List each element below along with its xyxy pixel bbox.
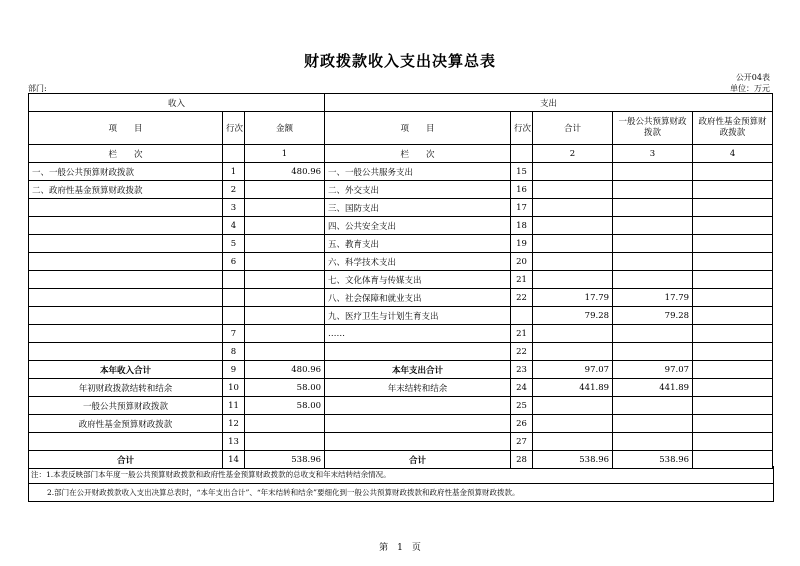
expense-fund-cell — [693, 235, 773, 253]
expense-total-cell — [533, 433, 613, 451]
expense-fund-cell — [693, 199, 773, 217]
expense-fund-cell — [693, 343, 773, 361]
expense-item-cell: 五、教育支出 — [325, 235, 511, 253]
expense-item-cell: 四、公共安全支出 — [325, 217, 511, 235]
expense-total-cell — [533, 343, 613, 361]
expense-row-no-cell: 27 — [511, 433, 533, 451]
budget-summary-table — [28, 93, 773, 469]
expense-total-cell — [533, 181, 613, 199]
expense-total-cell: 441.89 — [533, 379, 613, 397]
expense-general-cell — [613, 217, 693, 235]
general-budget-header: 一般公共预算财政拨款 — [613, 112, 693, 145]
expense-general-cell — [613, 415, 693, 433]
expense-fund-cell — [693, 163, 773, 181]
expense-item-cell: 二、外交支出 — [325, 181, 511, 199]
expense-general-cell: 79.28 — [613, 307, 693, 325]
expense-item-cell: 一、一般公共服务支出 — [325, 163, 511, 181]
income-row-no-cell: 3 — [223, 199, 245, 217]
expense-general-cell — [613, 343, 693, 361]
expense-total-cell — [533, 253, 613, 271]
expense-fund-cell — [693, 217, 773, 235]
expense-item-cell — [325, 343, 511, 361]
expense-total-header: 合计 — [533, 112, 613, 145]
table-title: 财政拨款收入支出决算总表 — [303, 52, 496, 70]
table-row — [29, 307, 773, 325]
expense-row-no-cell: 22 — [511, 289, 533, 307]
expense-fund-cell — [693, 397, 773, 415]
expense-total-cell — [533, 397, 613, 415]
income-row-no-cell: 7 — [223, 325, 245, 343]
expense-general-cell — [613, 433, 693, 451]
income-row-no-cell: 6 — [223, 253, 245, 271]
income-amount-cell: 480.96 — [245, 163, 325, 181]
expense-general-cell — [613, 199, 693, 217]
income-column-no: 1 — [245, 145, 325, 163]
expense-total-cell — [533, 415, 613, 433]
income-amount-cell — [245, 181, 325, 199]
expense-row-no-cell: 21 — [511, 325, 533, 343]
expense-item-cell — [325, 397, 511, 415]
expense-total-cell — [533, 199, 613, 217]
expense-item-cell — [325, 433, 511, 451]
table-row — [29, 199, 773, 217]
expense-general-cell: 97.07 — [613, 361, 693, 379]
expense-item-cell: 七、文化体育与传媒支出 — [325, 271, 511, 289]
expense-item-header: 项 目 — [325, 112, 511, 145]
income-item-cell — [29, 253, 223, 271]
expense-general-cell — [613, 253, 693, 271]
expense-fund-cell — [693, 379, 773, 397]
expense-row-no-cell: 25 — [511, 397, 533, 415]
expense-general-cell — [613, 163, 693, 181]
expense-item-cell: 合计 — [325, 451, 511, 469]
table-row — [29, 325, 773, 343]
expense-general-cell — [613, 325, 693, 343]
expense-column-no-total: 2 — [533, 145, 613, 163]
income-amount-cell — [245, 271, 325, 289]
table-row — [29, 289, 773, 307]
income-amount-cell: 58.00 — [245, 379, 325, 397]
income-row-no-cell: 5 — [223, 235, 245, 253]
income-row-no-cell — [223, 271, 245, 289]
income-row-no-cell: 13 — [223, 433, 245, 451]
income-row-no-cell: 12 — [223, 415, 245, 433]
income-item-cell: 政府性基金预算财政拨款 — [29, 415, 223, 433]
expense-item-cell: 八、社会保障和就业支出 — [325, 289, 511, 307]
expense-row-no-cell: 28 — [511, 451, 533, 469]
income-row-no-cell: 4 — [223, 217, 245, 235]
income-amount-cell — [245, 253, 325, 271]
expense-item-cell: 三、国防支出 — [325, 199, 511, 217]
income-item-cell: 合计 — [29, 451, 223, 469]
table-row — [29, 415, 773, 433]
note-2: 2.部门在公开财政拨款收入支出决算总表时，“本年支出合计”、“年末结转和结余”要细化到一般公共预算财政拨款和政府性基金预算财政拨款。 — [29, 483, 773, 501]
expense-item-cell: 本年支出合计 — [325, 361, 511, 379]
income-section-header: 收入 — [29, 94, 325, 112]
income-amount-header: 金额 — [245, 112, 325, 145]
income-item-cell — [29, 343, 223, 361]
expense-column-label: 栏 次 — [325, 145, 511, 163]
expense-fund-cell — [693, 271, 773, 289]
income-item-cell: 二、政府性基金预算财政拨款 — [29, 181, 223, 199]
expense-general-cell: 538.96 — [613, 451, 693, 469]
expense-fund-cell — [693, 307, 773, 325]
income-item-cell — [29, 235, 223, 253]
table-row — [29, 379, 773, 397]
income-row-no-header: 行次 — [223, 112, 245, 145]
expense-general-cell — [613, 235, 693, 253]
table-row — [29, 253, 773, 271]
gov-fund-header: 政府性基金预算财政拨款 — [693, 112, 773, 145]
income-row-no-cell — [223, 289, 245, 307]
expense-row-no-cell: 24 — [511, 379, 533, 397]
expense-total-cell: 538.96 — [533, 451, 613, 469]
expense-section-header: 支出 — [325, 94, 773, 112]
expense-total-cell: 97.07 — [533, 361, 613, 379]
expense-fund-cell — [693, 415, 773, 433]
income-item-cell — [29, 307, 223, 325]
income-column-rowno — [223, 145, 245, 163]
income-item-cell — [29, 325, 223, 343]
income-amount-cell — [245, 307, 325, 325]
expense-general-cell: 441.89 — [613, 379, 693, 397]
expense-row-no-cell: 26 — [511, 415, 533, 433]
income-row-no-cell: 11 — [223, 397, 245, 415]
income-amount-cell — [245, 343, 325, 361]
page-number: 第 1 页 — [379, 543, 421, 553]
table-row — [29, 235, 773, 253]
expense-general-cell: 17.79 — [613, 289, 693, 307]
income-amount-cell: 58.00 — [245, 397, 325, 415]
income-column-label: 栏 次 — [29, 145, 223, 163]
expense-item-cell: 九、医疗卫生与计划生育支出 — [325, 307, 511, 325]
expense-total-cell — [533, 235, 613, 253]
income-row-no-cell — [223, 307, 245, 325]
note-1: 注：1.本表反映部门本年度一般公共预算财政拨款和政府性基金预算财政拨款的总收支和年末结转结余情况。 — [31, 470, 391, 479]
table-row — [29, 433, 773, 451]
expense-item-cell: …… — [325, 325, 511, 343]
income-item-cell — [29, 433, 223, 451]
table-row — [29, 181, 773, 199]
income-row-no-cell: 10 — [223, 379, 245, 397]
table-row — [29, 163, 773, 181]
expense-row-no-cell — [511, 307, 533, 325]
expense-row-no-cell: 23 — [511, 361, 533, 379]
expense-row-no-cell: 21 — [511, 271, 533, 289]
income-amount-cell: 480.96 — [245, 361, 325, 379]
income-item-cell — [29, 289, 223, 307]
notes-box — [28, 466, 774, 502]
expense-row-no-cell: 19 — [511, 235, 533, 253]
unit-label: 单位：万元 — [730, 84, 770, 93]
expense-row-no-cell: 18 — [511, 217, 533, 235]
expense-item-cell: 年末结转和结余 — [325, 379, 511, 397]
income-item-cell — [29, 271, 223, 289]
income-item-cell — [29, 199, 223, 217]
income-amount-cell — [245, 415, 325, 433]
income-item-cell: 年初财政拨款结转和结余 — [29, 379, 223, 397]
expense-fund-cell — [693, 361, 773, 379]
expense-general-cell — [613, 271, 693, 289]
expense-column-no-general: 3 — [613, 145, 693, 163]
expense-row-no-cell: 15 — [511, 163, 533, 181]
income-amount-cell — [245, 289, 325, 307]
table-row — [29, 343, 773, 361]
expense-general-cell — [613, 397, 693, 415]
expense-fund-cell — [693, 325, 773, 343]
expense-item-cell — [325, 415, 511, 433]
income-amount-cell — [245, 217, 325, 235]
expense-column-rowno — [511, 145, 533, 163]
income-amount-cell — [245, 433, 325, 451]
expense-total-cell: 17.79 — [533, 289, 613, 307]
department-label: 部门: — [28, 84, 47, 93]
income-item-cell: 一、一般公共预算财政拨款 — [29, 163, 223, 181]
expense-row-no-cell: 16 — [511, 181, 533, 199]
expense-column-no-fund: 4 — [693, 145, 773, 163]
income-amount-cell — [245, 199, 325, 217]
income-amount-cell — [245, 325, 325, 343]
income-item-header: 项 目 — [29, 112, 223, 145]
table-row — [29, 217, 773, 235]
income-row-no-cell: 14 — [223, 451, 245, 469]
form-code: 公开04表 — [735, 73, 770, 82]
table-row — [29, 361, 773, 379]
expense-total-cell: 79.28 — [533, 307, 613, 325]
expense-row-no-header: 行次 — [511, 112, 533, 145]
expense-total-cell — [533, 217, 613, 235]
expense-total-cell — [533, 163, 613, 181]
expense-fund-cell — [693, 253, 773, 271]
expense-fund-cell — [693, 433, 773, 451]
expense-row-no-cell: 17 — [511, 199, 533, 217]
income-row-no-cell: 9 — [223, 361, 245, 379]
income-amount-cell — [245, 235, 325, 253]
expense-fund-cell — [693, 289, 773, 307]
income-row-no-cell: 8 — [223, 343, 245, 361]
expense-total-cell — [533, 325, 613, 343]
income-row-no-cell: 1 — [223, 163, 245, 181]
table-row — [29, 397, 773, 415]
expense-general-cell — [613, 181, 693, 199]
expense-fund-cell — [693, 181, 773, 199]
income-item-cell — [29, 217, 223, 235]
income-row-no-cell: 2 — [223, 181, 245, 199]
income-item-cell: 一般公共预算财政拨款 — [29, 397, 223, 415]
expense-row-no-cell: 20 — [511, 253, 533, 271]
income-amount-cell: 538.96 — [245, 451, 325, 469]
expense-total-cell — [533, 271, 613, 289]
expense-item-cell: 六、科学技术支出 — [325, 253, 511, 271]
table-row — [29, 271, 773, 289]
income-item-cell: 本年收入合计 — [29, 361, 223, 379]
expense-row-no-cell: 22 — [511, 343, 533, 361]
